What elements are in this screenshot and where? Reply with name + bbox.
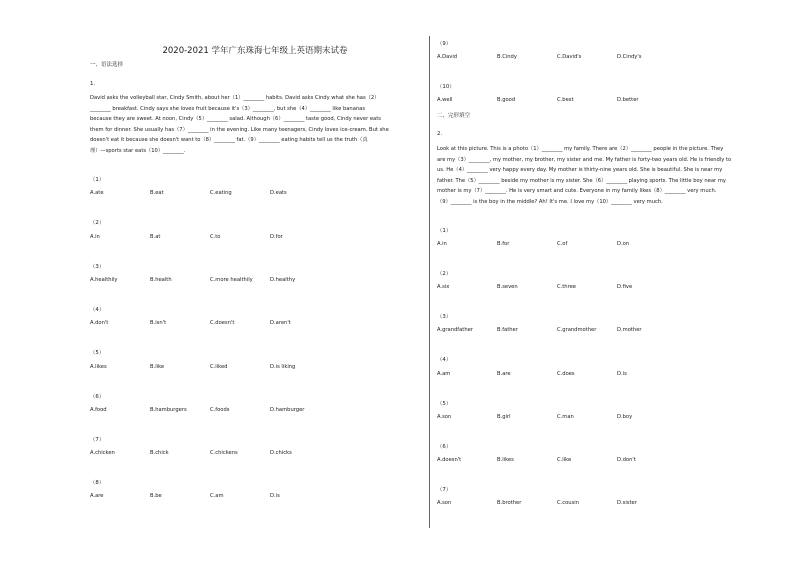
option-a[interactable]: A.doesn't bbox=[437, 457, 462, 463]
option-a[interactable]: A.likes bbox=[90, 364, 107, 370]
option-a[interactable]: A.well bbox=[437, 97, 453, 103]
passage-line: （9）________ is the boy in the middle? Ah! It's me. I love my（10）________ very much. bbox=[437, 198, 663, 205]
option-c[interactable]: C.three bbox=[557, 284, 576, 290]
option-b[interactable]: B.eat bbox=[150, 190, 164, 196]
option-c[interactable]: C.doesn't bbox=[210, 320, 235, 326]
option-b[interactable]: B.at bbox=[150, 234, 161, 240]
option-b[interactable]: B.brother bbox=[497, 500, 522, 506]
option-b[interactable]: B.isn't bbox=[150, 320, 167, 326]
column-divider bbox=[429, 36, 430, 528]
option-a[interactable]: A.healthily bbox=[90, 277, 118, 283]
option-a[interactable]: A.in bbox=[437, 241, 447, 247]
question-label: （4） bbox=[90, 307, 105, 313]
passage-line: ________ breakfast. Cindy says she loves fruit because it's（3）________, but she（4）________ like bananas bbox=[90, 105, 366, 112]
question-label: （10） bbox=[437, 84, 455, 90]
reading-passage bbox=[90, 93, 389, 157]
option-c[interactable]: C.cousin bbox=[557, 500, 580, 506]
question-label: （6） bbox=[437, 444, 452, 450]
option-d[interactable]: D.Cindy's bbox=[617, 54, 642, 60]
option-a[interactable]: A.don't bbox=[90, 320, 109, 326]
option-c[interactable]: C.to bbox=[210, 234, 221, 240]
answer-options bbox=[90, 364, 330, 370]
option-b[interactable]: B.are bbox=[497, 371, 511, 377]
option-d[interactable]: D.boy bbox=[617, 414, 633, 420]
option-c[interactable]: C.of bbox=[557, 241, 568, 247]
page-title: 2020-2021 学年广东珠海七年级上英语期末试卷 bbox=[162, 46, 348, 56]
option-b[interactable]: B.father bbox=[497, 327, 518, 333]
option-b[interactable]: B.good bbox=[497, 97, 516, 103]
answer-options bbox=[90, 493, 330, 499]
option-d[interactable]: D.aren't bbox=[270, 320, 291, 326]
cloze-passage bbox=[437, 144, 731, 208]
passage-line: them for dinner. She usually has（7）________ in the evening. Like many teenagers, Cindy loves ice-cream. But she bbox=[90, 126, 389, 133]
answer-options bbox=[437, 500, 677, 506]
answer-options bbox=[90, 450, 330, 456]
answer-options bbox=[437, 327, 677, 333]
option-d[interactable]: D.is bbox=[617, 371, 627, 377]
option-a[interactable]: A.David bbox=[437, 54, 458, 60]
option-d[interactable]: D.chicks bbox=[270, 450, 292, 456]
option-b[interactable]: B.chick bbox=[150, 450, 169, 456]
option-c[interactable]: C.chickens bbox=[210, 450, 238, 456]
option-a[interactable]: A.food bbox=[90, 407, 107, 413]
option-c[interactable]: C.grandmother bbox=[557, 327, 597, 333]
question-label: （5） bbox=[90, 350, 105, 356]
option-c[interactable]: C.David's bbox=[557, 54, 582, 60]
question-label: （7） bbox=[90, 437, 105, 443]
question-label: （3） bbox=[90, 264, 105, 270]
passage-line: doesn't eat it because she doesn't want to（8）________ fat.（9）________ eating habits tell us the truth（真 bbox=[90, 137, 368, 144]
option-a[interactable]: A.grandfather bbox=[437, 327, 473, 333]
option-a[interactable]: A.ate bbox=[90, 190, 104, 196]
answer-options bbox=[437, 97, 677, 103]
question-label: （1） bbox=[90, 177, 105, 183]
option-b[interactable]: B.like bbox=[150, 364, 165, 370]
question-label: （4） bbox=[437, 357, 452, 363]
passage-line: Look at this picture. This is a photo（1）________ my family. There are（2）________ people in the picture. They bbox=[437, 146, 724, 152]
passage-line: because they are sweet. At noon, Cindy（5）________ salad. Although（6）________ taste good, Cindy never eats bbox=[90, 116, 381, 123]
option-d[interactable]: D.is bbox=[270, 493, 280, 499]
option-b[interactable]: B.hamburgers bbox=[150, 407, 187, 413]
answer-options bbox=[90, 234, 330, 240]
option-d[interactable]: D.eats bbox=[270, 190, 287, 196]
question-label: （2） bbox=[437, 271, 452, 277]
answer-options bbox=[90, 320, 330, 326]
option-d[interactable]: D.better bbox=[617, 97, 639, 103]
passage-line: us. He（4）________ very happy every day. My mother is thirty-nine years old. She is beautiful. She is near my bbox=[437, 167, 723, 174]
passage-line: David asks the volleyball star, Cindy Smith, about her（1）________ habits. David asks Cindy what she has（2） bbox=[90, 95, 380, 101]
question-label: （3） bbox=[437, 314, 452, 320]
option-c[interactable]: C.like bbox=[557, 457, 572, 463]
option-b[interactable]: B.health bbox=[150, 277, 172, 283]
question-label: （8） bbox=[90, 480, 105, 486]
passage-line: mother is my（7）________. He is very smart and cute. Everyone in my family likes（8）________ very much. bbox=[437, 188, 717, 195]
option-b[interactable]: B.seven bbox=[497, 284, 518, 290]
answer-options bbox=[437, 371, 677, 377]
option-d[interactable]: D.on bbox=[617, 241, 630, 247]
option-a[interactable]: A.son bbox=[437, 414, 452, 420]
answer-options bbox=[437, 241, 677, 247]
option-b[interactable]: B.likes bbox=[497, 457, 514, 463]
option-c[interactable]: C.liked bbox=[210, 364, 228, 370]
option-a[interactable]: A.am bbox=[437, 371, 451, 377]
option-d[interactable]: D.sister bbox=[617, 500, 637, 506]
option-d[interactable]: D.healthy bbox=[270, 277, 296, 283]
section-heading-cloze: 二、完形填空 bbox=[437, 113, 471, 119]
option-b[interactable]: B.girl bbox=[497, 414, 511, 420]
answer-options bbox=[90, 277, 330, 283]
option-d[interactable]: D.for bbox=[270, 234, 283, 240]
answer-options bbox=[437, 284, 677, 290]
option-c[interactable]: C.best bbox=[557, 97, 574, 103]
option-a[interactable]: A.are bbox=[90, 493, 104, 499]
option-d[interactable]: D.is liking bbox=[270, 364, 296, 370]
option-c[interactable]: C.man bbox=[557, 414, 574, 420]
option-c[interactable]: C.am bbox=[210, 493, 224, 499]
answer-options bbox=[90, 407, 330, 413]
section-heading-grammar: 一、语法选择 bbox=[90, 62, 124, 68]
option-d[interactable]: D.don't bbox=[617, 457, 636, 463]
option-d[interactable]: D.mother bbox=[617, 327, 642, 333]
option-c[interactable]: C.foods bbox=[210, 407, 230, 413]
option-c[interactable]: C.does bbox=[557, 371, 575, 377]
option-c[interactable]: C.eating bbox=[210, 190, 232, 196]
option-a[interactable]: A.son bbox=[437, 500, 452, 506]
option-d[interactable]: D.hamburger bbox=[270, 407, 305, 413]
question-number: 2. bbox=[437, 131, 443, 137]
option-d[interactable]: D.five bbox=[617, 284, 633, 290]
answer-options bbox=[90, 190, 330, 196]
option-a[interactable]: A.six bbox=[437, 284, 450, 290]
question-number: 1. bbox=[90, 81, 96, 87]
option-a[interactable]: A.in bbox=[90, 234, 100, 240]
option-a[interactable]: A.chicken bbox=[90, 450, 115, 456]
answer-options bbox=[437, 54, 677, 60]
passage-line: are my（3）________, my mother, my brother, my sister and me. My father is forty-two years old. He is friendly to bbox=[437, 156, 732, 163]
passage-line: 理）—sports star eats（10）________. bbox=[90, 147, 186, 154]
answer-options bbox=[437, 414, 677, 420]
question-label: （5） bbox=[437, 401, 452, 407]
option-b[interactable]: B.for bbox=[497, 241, 510, 247]
question-label: （6） bbox=[90, 394, 105, 400]
question-label: （7） bbox=[437, 487, 452, 493]
answer-options bbox=[437, 457, 677, 463]
question-label: （9） bbox=[437, 41, 452, 47]
option-b[interactable]: B.Cindy bbox=[497, 54, 517, 60]
question-label: （1） bbox=[437, 228, 452, 234]
question-label: （2） bbox=[90, 220, 105, 226]
option-c[interactable]: C.more healthily bbox=[210, 277, 253, 283]
passage-line: father. The（5）________ beside my mother is my sister. She（6）________ playing sports. The little boy near my bbox=[437, 177, 726, 184]
option-b[interactable]: B.be bbox=[150, 493, 162, 499]
